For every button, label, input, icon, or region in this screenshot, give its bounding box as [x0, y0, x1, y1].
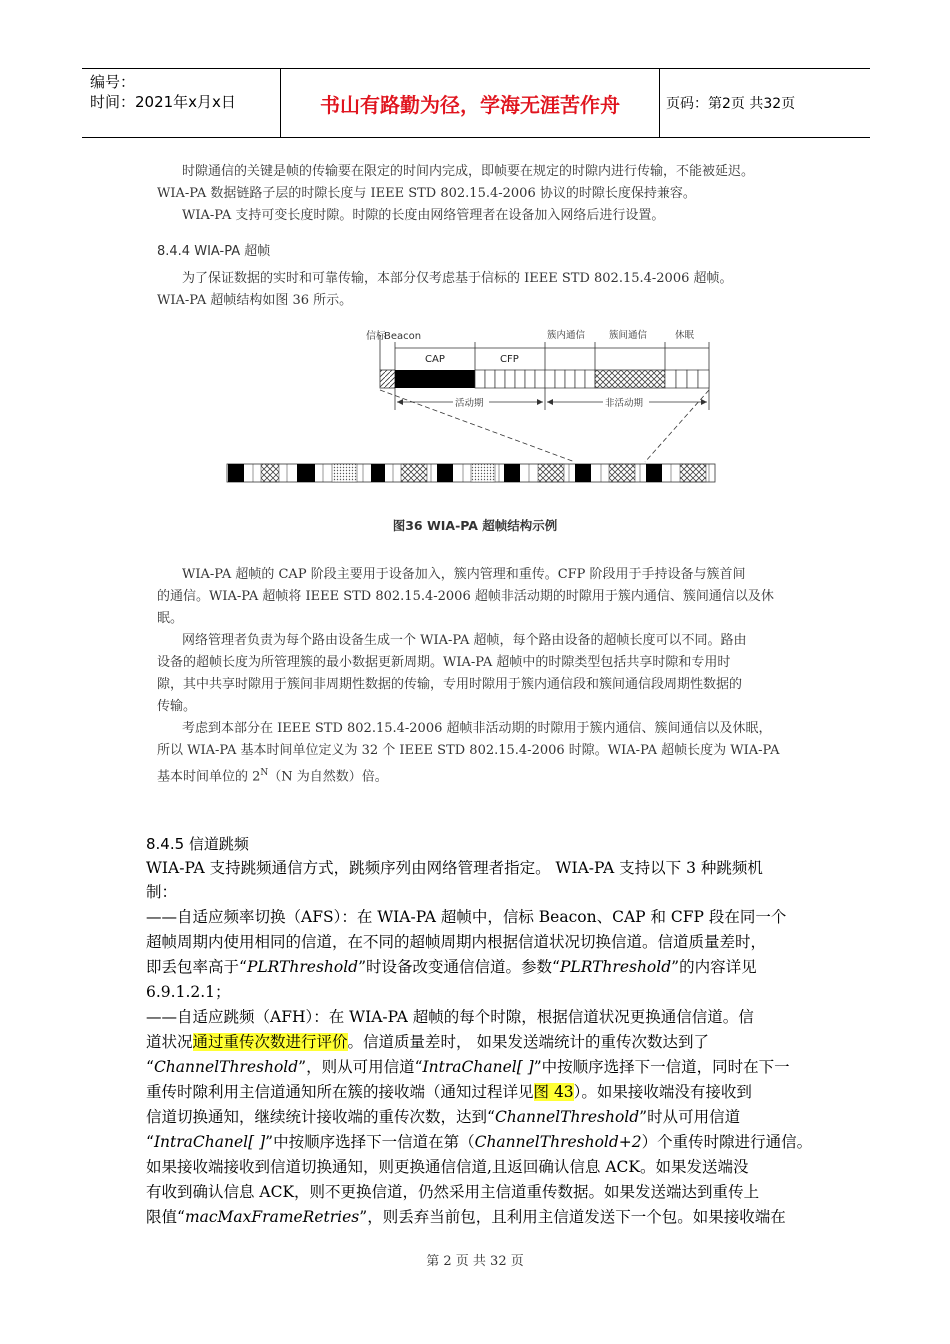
s3-line8: 道状况通过重传次数进行评价。信道质量差时， 如果发送端统计的重传次数达到了 [146, 1033, 709, 1051]
header-meta [82, 69, 281, 137]
para-4-line2: 的通信。WIA-PA 超帧将 IEEE STD 802.15.4-2006 超帧非活动期的时隙用于簇内通信、簇间通信以及休 [157, 589, 774, 604]
s3-line3: ——自适应频率切换（AFS）：在 WIA-PA 超帧中，信标 Beacon、CAP 和 CFP 段在同一个 [146, 908, 787, 926]
label-cfp: CFP [500, 354, 519, 365]
label-cap: CAP [425, 354, 445, 365]
s3-line12: “IntraChanel[ ]”中按顺序选择下一信道在第（ChannelThreshold+2）个重传时隙进行通信。 [146, 1133, 813, 1151]
para-6-line3: 基本时间单位的 $2^N(N$ 为自然数）倍。 [157, 768, 388, 785]
s3-line9: “ChannelThreshold”，则从可用信道“IntraChanel[ ]”中按顺序选择下一信道，同时在下一 [146, 1058, 790, 1076]
para-3b: WIA-PA 超帧结构如图 36 所示。 [157, 293, 353, 308]
superframe-diagram [225, 322, 725, 490]
para-4-line1: WIA-PA 超帧的 CAP 阶段主要用于设备加入，簇内管理和重传。CFP 阶段用于手持设备与簇首间 [182, 567, 746, 582]
section-heading-844: 8.4.4 WIA-PA 超帧 [157, 244, 271, 259]
header-date: 时间：2021年x月x日 [90, 93, 236, 111]
label-inactive: 非活动期 [605, 398, 644, 409]
header-page-info: 页码：第2页 共32页 [666, 96, 796, 112]
label-sleep: 休眠 [675, 330, 695, 341]
s3-line4: 超帧周期内使用相同的信道，在不同的超帧周期内根据信道状况切换信道。信道质量差时， [146, 933, 767, 951]
para-4-line3: 眠。 [157, 611, 184, 626]
para-3: 为了保证数据的实时和可靠传输，本部分仅考虑基于信标的 IEEE STD 802.15.4-2006 超帧。 [182, 271, 733, 286]
page-footer: 第 2 页 共 32 页 [426, 1254, 524, 1269]
para-5-line1: 网络管理者负责为每个路由设备生成一个 WIA-PA 超帧，每个路由设备的超帧长度可以不同。路由 [182, 633, 747, 648]
s3-line2: 制： [146, 883, 178, 901]
para-5-line4: 传输。 [157, 699, 197, 714]
para-1b: WIA-PA 数据链路子层的时隙长度与 IEEE STD 802.15.4-2006 协议的时隙长度保持兼容。 [157, 186, 696, 201]
label-inter: 簇间通信 [609, 330, 648, 341]
para-6-line1: 考虑到本部分在 IEEE STD 802.15.4-2006 超帧非活动期的时隙用于簇内通信、簇间通信以及休眠， [182, 721, 772, 736]
doc-number-label: 编号： [90, 73, 136, 91]
s3-line7: ——自适应跳频（AFH）：在 WIA-PA 超帧的每个时隙，根据信道状况更换通信信道。信 [146, 1008, 754, 1026]
s3-line10: 重传时隙利用主信道通知所在簇的接收端（通知过程详见图 43）。如果接收端没有接收到 [146, 1083, 752, 1101]
section-heading-845: 8.4.5 信道跳频 [146, 835, 249, 853]
header-motto: 书山有路勤为径，学海无涯苦作舟 [281, 69, 660, 137]
highlight-retransmission: 通过重传次数进行评价 [192, 1033, 348, 1051]
label-beacon-cn: 信标 [366, 331, 386, 342]
s3-line5: 即丢包率高于“PLRThreshold”时设备改变通信信道。参数“PLRThreshold”的内容详见 [146, 958, 757, 976]
s3-line15: 限值“macMaxFrameRetries”，则丢弃当前包，且利用主信道发送下一个包。如果接收端在 [146, 1208, 786, 1226]
s3-line14: 有收到确认信息 ACK，则不更换信道，仍然采用主信道重传数据。如果发送端达到重传上 [146, 1183, 760, 1201]
para-2: WIA-PA 支持可变长度时隙。时隙的长度由网络管理者在设备加入网络后进行设置。 [182, 208, 665, 223]
para-5-line2: 设备的超帧长度为所管理簇的最小数据更新周期。WIA-PA 超帧中的时隙类型包括共享时隙和专用时 [157, 655, 731, 670]
para-5-line3: 隙，其中共享时隙用于簇间非周期性数据的传输，专用时隙用于簇内通信段和簇间通信段周期性数据的 [157, 677, 743, 692]
page-header [82, 68, 870, 138]
s3-line13: 如果接收端接收到信道切换通知，则更换通信信道,且返回确认信息 ACK。如果发送端没 [146, 1158, 749, 1176]
s3-line1: WIA-PA 支持跳频通信方式，跳频序列由网络管理者指定。 WIA-PA 支持以下 3 种跳频机 [146, 859, 763, 877]
para-6-line2: 所以 WIA-PA 基本时间单位定义为 32 个 IEEE STD 802.15.4-2006 时隙。WIA-PA 超帧长度为 WIA-PA [157, 743, 780, 758]
s3-line6: 6.9.1.2.1； [146, 983, 231, 1001]
label-active: 活动期 [455, 398, 484, 409]
figure-43-link[interactable]: 图 43 [533, 1083, 574, 1101]
s3-line11: 信道切换通知，继续统计接收端的重传次数，达到“ChannelThreshold”时从可用信道 [146, 1108, 741, 1126]
label-beacon: Beacon [384, 331, 422, 342]
figure-caption: 图36 WIA-PA 超帧结构示例 [392, 518, 558, 533]
para-1: 时隙通信的关键是帧的传输要在限定的时间内完成，即帧要在规定的时隙内进行传输，不能被延迟。 [182, 164, 755, 179]
label-intra: 簇内通信 [547, 330, 586, 341]
